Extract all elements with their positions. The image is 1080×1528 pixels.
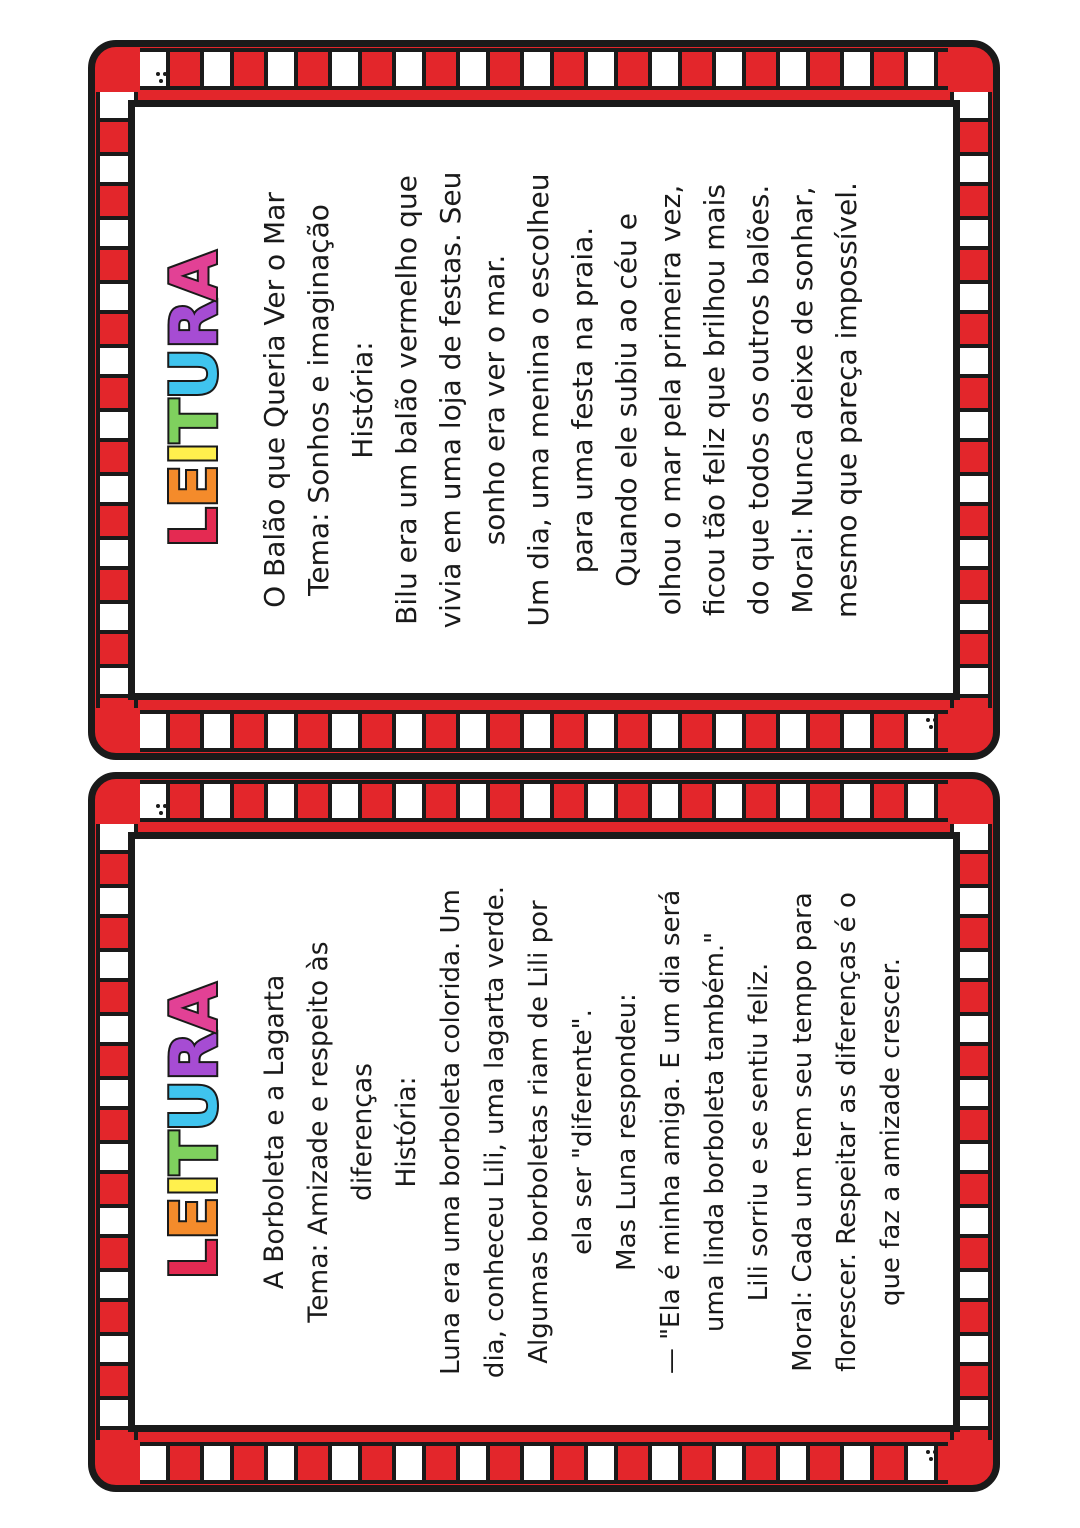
story-text-line: uma linda borboleta também." xyxy=(700,931,730,1333)
story-text-line: ficou tão feliz que brilhou mais xyxy=(698,183,731,617)
story-text-line: sonho era ver o mar. xyxy=(478,254,511,546)
story-moral: que faz a amizade crescer. xyxy=(876,957,906,1307)
story-text-line: vivia em uma loja de festas. Seu xyxy=(434,171,467,629)
story-text-line: Algumas borboletas riam de Lili por xyxy=(524,900,554,1364)
reading-card-balloon xyxy=(88,40,1000,760)
frame-stripes-top xyxy=(140,780,948,822)
story-moral: mesmo que pareça impossível. xyxy=(830,182,863,618)
leitura-logo: LEITURA xyxy=(158,252,232,548)
story-text-line: Mas Luna respondeu: xyxy=(612,993,642,1271)
story-text-line: — "Ela é minha amiga. E um dia será xyxy=(656,889,686,1375)
story-theme: diferenças xyxy=(347,1063,378,1201)
story-text-line: dia, conheceu Lili, uma lagarta verde. xyxy=(480,885,510,1379)
story-title: O Balão que Queria Ver o Mar xyxy=(258,192,291,608)
story-text-line: para uma festa na praia. xyxy=(566,226,599,574)
reading-card-butterfly xyxy=(88,772,1000,1492)
story-text-line: ela ser "diferente". xyxy=(568,1009,598,1255)
story-text-line: olhou o mar pela primeira vez, xyxy=(654,184,687,616)
story-theme: Tema: Amizade e respeito às xyxy=(303,941,334,1323)
dots-decoration xyxy=(924,1448,940,1464)
story-title: A Borboleta e a Lagarta xyxy=(259,974,290,1290)
story-text-line: Lili sorriu e se sentiu feliz. xyxy=(744,962,774,1302)
frame-stripes-bottom xyxy=(140,710,948,752)
story-text-line: Um dia, uma menina o escolheu xyxy=(522,173,555,627)
story-text-line: Luna era uma borboleta colorida. Um xyxy=(436,889,466,1375)
frame-stripes-bottom xyxy=(140,1442,948,1484)
story-section-label: História: xyxy=(346,341,379,459)
reading-panel xyxy=(128,100,960,700)
frame-stripes-top xyxy=(140,48,948,90)
story-text-line: Bilu era um balão vermelho que xyxy=(390,175,423,625)
story-section-label: História: xyxy=(391,1076,422,1188)
story-moral: florescer. Respeitar as diferenças é o xyxy=(832,892,862,1372)
story-text-line: Quando ele subiu ao céu e xyxy=(610,213,643,587)
story-moral: Moral: Nunca deixe de sonhar, xyxy=(786,186,819,614)
story-text-line: do que todos os outros balões. xyxy=(742,184,775,616)
dots-decoration xyxy=(924,716,940,732)
leitura-logo: LEITURA xyxy=(158,984,232,1280)
dots-decoration xyxy=(154,70,170,86)
reading-panel xyxy=(128,832,960,1432)
story-theme: Tema: Sonhos e imaginação xyxy=(302,204,335,596)
story-moral: Moral: Cada um tem seu tempo para xyxy=(788,892,818,1372)
dots-decoration xyxy=(154,802,170,818)
